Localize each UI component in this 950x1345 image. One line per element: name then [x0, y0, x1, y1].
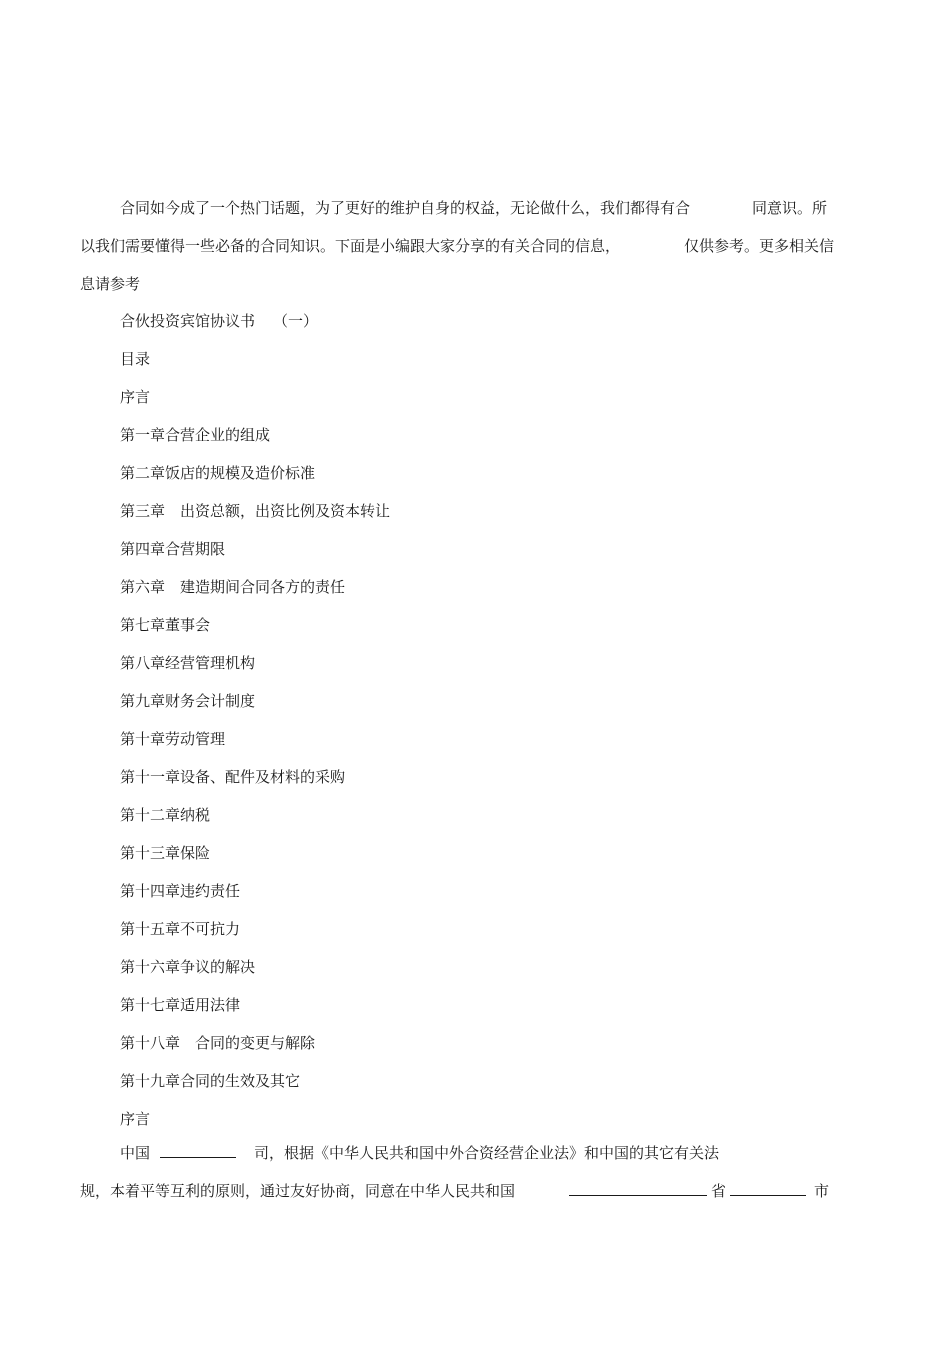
toc-item: 第十二章纳税 [120, 806, 211, 824]
preface-heading: 序言 [120, 1110, 151, 1128]
agreement-title-part: （一） [273, 312, 319, 330]
toc-item: 第十八章 合同的变更与解除 [120, 1034, 316, 1052]
toc-item: 第十一章设备、配件及材料的采购 [120, 768, 346, 786]
toc-item: 第三章 出资总额，出资比例及资本转让 [120, 502, 391, 520]
toc-item: 第十六章争议的解决 [120, 958, 256, 976]
intro-paragraph-line-1 [120, 198, 827, 218]
province-label: 省 [711, 1182, 727, 1200]
city-label: 市 [814, 1182, 830, 1200]
toc-item: 第六章 建造期间合同各方的责任 [120, 578, 346, 596]
city-blank[interactable] [730, 1181, 806, 1196]
intro-text: 息请参考 [80, 275, 141, 293]
toc-item: 第七章董事会 [120, 616, 211, 634]
toc-item: 第八章经营管理机构 [120, 654, 256, 672]
toc-item: 序言 [120, 388, 151, 406]
company-name-blank[interactable] [160, 1143, 236, 1158]
intro-text: 合同如今成了一个热门话题，为了更好的维护自身的权益，无论做什么，我们都得有合 [120, 199, 691, 217]
province-blank[interactable] [569, 1181, 707, 1196]
preface-line-2 [80, 1181, 846, 1201]
table-of-contents [120, 349, 390, 1147]
intro-paragraph-line-2 [80, 236, 834, 256]
preface-text: 中国 [120, 1144, 151, 1162]
intro-text: 仅供参考。更多相关信 [684, 237, 835, 255]
intro-text: 同意识。所 [752, 199, 828, 217]
toc-item: 第十九章合同的生效及其它 [120, 1072, 301, 1090]
agreement-title-name: 合伙投资宾馆协议书 [120, 312, 256, 330]
toc-item: 第十章劳动管理 [120, 730, 226, 748]
toc-item: 第一章合营企业的组成 [120, 426, 271, 444]
toc-item: 第九章财务会计制度 [120, 692, 256, 710]
agreement-title [120, 311, 318, 331]
preface-line-1 [120, 1143, 719, 1163]
toc-item: 第十三章保险 [120, 844, 211, 862]
toc-heading: 目录 [120, 350, 151, 368]
toc-item: 第十四章违约责任 [120, 882, 241, 900]
toc-item: 第十五章不可抗力 [120, 920, 241, 938]
intro-paragraph-line-3 [80, 274, 140, 294]
toc-item: 第二章饭店的规模及造价标准 [120, 464, 316, 482]
intro-text: 以我们需要懂得一些必备的合同知识。下面是小编跟大家分享的有关合同的信息， [80, 237, 621, 255]
toc-item: 第十七章适用法律 [120, 996, 241, 1014]
toc-item: 第四章合营期限 [120, 540, 226, 558]
preface-text: 规，本着平等互利的原则，通过友好协商，同意在中华人民共和国 [80, 1182, 516, 1200]
preface-text: 司，根据《中华人民共和国中外合资经营企业法》和中国的其它有关法 [254, 1144, 720, 1162]
